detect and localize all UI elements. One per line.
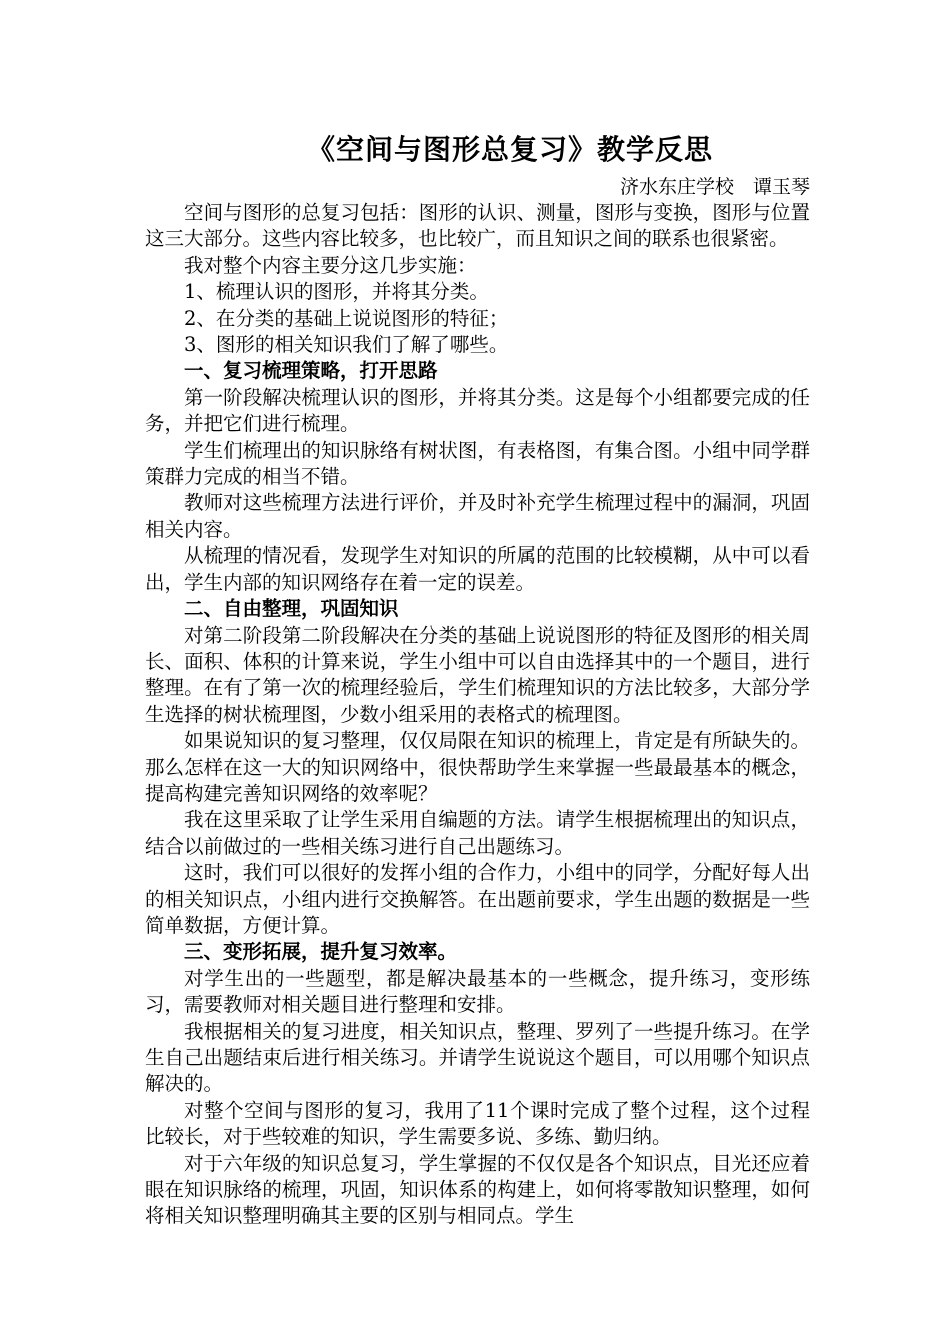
paragraph: 对整个空间与图形的复习，我用了11个课时完成了整个过程，这个过程比较长，对于些较难的知识，学生需要多说、多练、勤归纳。	[145, 1098, 810, 1149]
paragraph: 这时，我们可以很好的发挥小组的合作力，小组中的同学，分配好每人出的相关知识点，小组内进行交换解答。在出题前要求，学生出题的数据是一些简单数据，方便计算。	[145, 861, 810, 937]
section-heading: 三、变形拓展，提升复习效率。	[184, 940, 458, 964]
document-title: 《空间与图形总复习》教学反思	[306, 133, 713, 166]
paragraph: 我在这里采取了让学生采用自编题的方法。请学生根据梳理出的知识点，结合以前做过的一些相关练习进行自己出题练习。	[145, 808, 810, 858]
paragraph: 学生们梳理出的知识脉络有树状图，有表格图，有集合图。小组中同学群策群力完成的相当不错。	[145, 438, 810, 489]
paragraph: 对第二阶段第二阶段解决在分类的基础上说说图形的特征及图形的相关周长、面积、体积的计算来说，学生小组中可以自由选择其中的一个题目，进行整理。在有了第一次的梳理经验后，学生们梳理知识的方法比较多，大部分学生选择的树状梳理图，少数小组采用的表格式的梳理图。	[145, 623, 810, 726]
list-item: 2、在分类的基础上说说图形的特征；	[184, 306, 509, 330]
paragraph: 空间与图形的总复习包括：图形的认识、测量，图形与变换，图形与位置这三大部分。这些内容比较多，也比较广，而且知识之间的联系也很紧密。	[145, 201, 810, 251]
paragraph: 如果说知识的复习整理，仅仅局限在知识的梳理上，肯定是有所缺失的。那么怎样在这一大的知识网络中，很快帮助学生来掌握一些最最基本的概念，提高构建完善知识网络的效率呢？	[145, 729, 810, 805]
section-heading: 二、自由整理，巩固知识	[184, 597, 399, 621]
author-line: 济水东庄学校 谭玉琴	[619, 176, 810, 198]
paragraph: 教师对这些梳理方法进行评价，并及时补充学生梳理过程中的漏洞，巩固相关内容。	[145, 491, 810, 541]
paragraph: 从梳理的情况看，发现学生对知识的所属的范围的比较模糊，从中可以看出，学生内部的知识网络存在着一定的误差。	[145, 544, 810, 594]
paragraph: 对学生出的一些题型，都是解决最基本的一些概念，提升练习，变形练习，需要教师对相关题目进行整理和安排。	[145, 966, 810, 1017]
paragraph: 对于六年级的知识总复习，学生掌握的不仅仅是各个知识点，目光还应着眼在知识脉络的梳理，巩固，知识体系的构建上，如何将零散知识整理，如何将相关知识整理明确其主要的区别与相同点。学生	[145, 1151, 810, 1228]
paragraph: 第一阶段解决梳理认识的图形，并将其分类。这是每个小组都要完成的任务，并把它们进行梳理。	[145, 385, 810, 436]
paragraph: 我根据相关的复习进度，相关知识点，整理、罗列了一些提升练习。在学生自己出题结束后进行相关练习。并请学生说说这个题目，可以用哪个知识点解决的。	[145, 1019, 810, 1096]
section-heading: 一、复习梳理策略，打开思路	[184, 359, 438, 383]
document-body	[145, 200, 810, 1230]
paragraph: 我对整个内容主要分这几步实施：	[184, 253, 477, 277]
list-item: 3、图形的相关知识我们了解了哪些。	[184, 333, 509, 357]
list-item: 1、梳理认识的图形，并将其分类。	[184, 280, 489, 304]
